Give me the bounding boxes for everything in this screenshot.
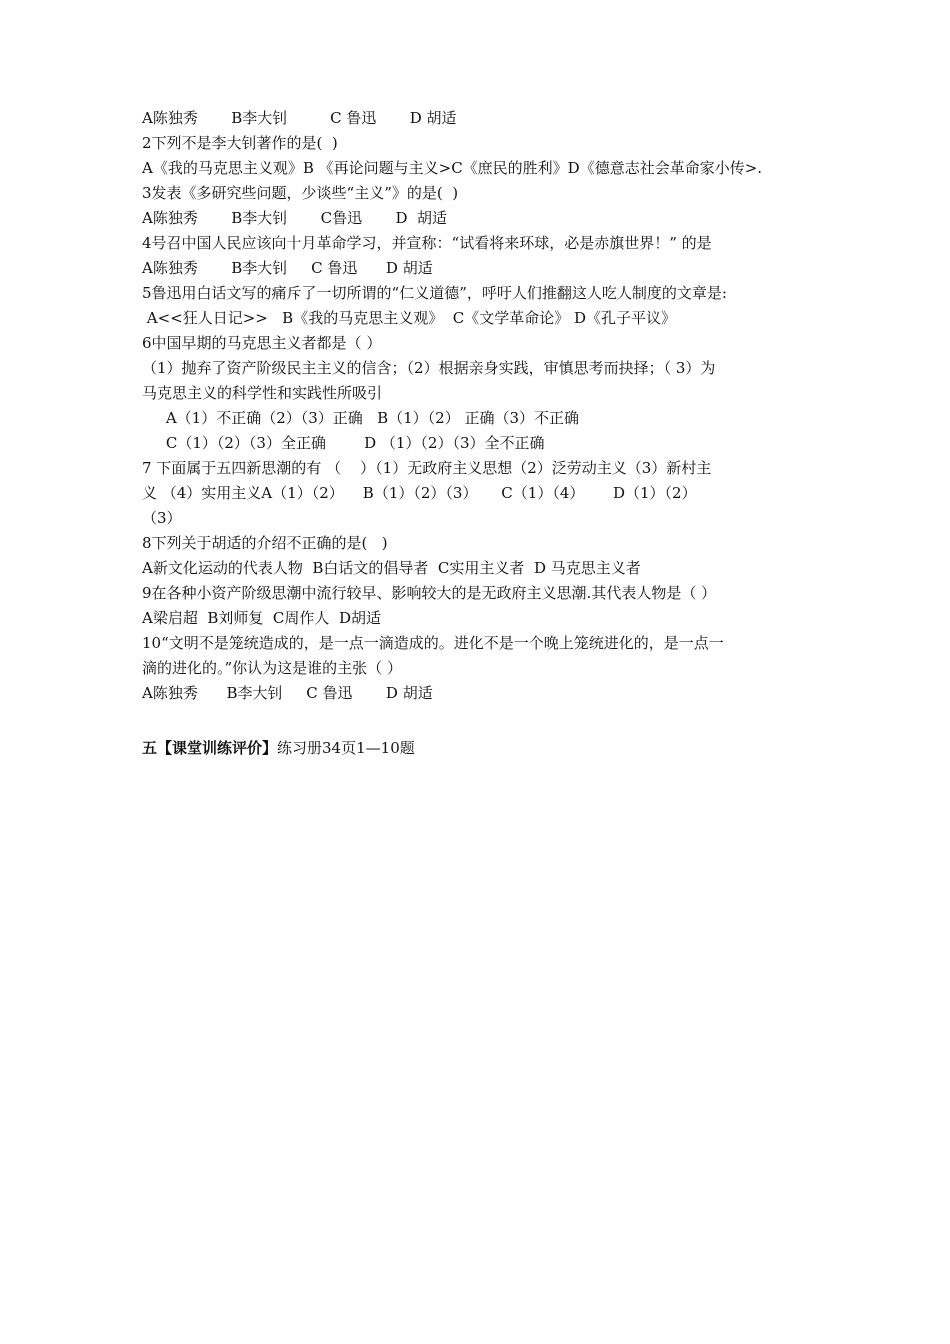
question-6: 6中国早期的马克思主义者都是（ ） — [142, 334, 382, 352]
q6-statements: （1）抛弃了资产阶级民主主义的信含；（2）根据亲身实践，审慎思考而抉择；（ 3）为 — [142, 359, 716, 377]
question-3: 3发表《多研究些问题，少谈些“主义”》的是( ) — [142, 184, 459, 202]
q7-options: 义 （4）实用主义A（1）（2） B（1）（2）（3） C（1）（4） D（1）（2） — [142, 484, 697, 502]
q2-options: A《我的马克思主义观》B 《再论问题与主义>C《庶民的胜利》D《德意志社会革命家小传>. — [142, 159, 763, 177]
question-10: 10“文明不是笼统造成的，是一点一滴造成的。进化不是一个晚上笼统进化的，是一点一 — [142, 634, 724, 652]
q6-statements-cont: 马克思主义的科学性和实践性所吸引 — [142, 384, 383, 402]
q1-options: A陈独秀 B李大钊 C 鲁迅 D 胡适 — [142, 109, 457, 127]
q6-options-cd: C（1）（2）（3）全正确 D （1）（2）（3）全不正确 — [142, 434, 545, 452]
q7-options-cont: （3） — [142, 509, 182, 527]
q4-options: A陈独秀 B李大钊 C 鲁迅 D 胡适 — [142, 259, 433, 277]
section-heading — [142, 738, 832, 758]
q8-options: A新文化运动的代表人物 B白话文的倡导者 C实用主义者 D 马克思主义者 — [142, 559, 641, 577]
question-5: 5鲁迅用白话文写的痛斥了一切所谓的“仁义道德”，呼吁人们推翻这人吃人制度的文章是: — [142, 284, 727, 302]
q10-options: A陈独秀 B李大钊 C 鲁迅 D 胡适 — [142, 684, 433, 702]
q3-options: A陈独秀 B李大钊 C鲁迅 D 胡适 — [142, 209, 448, 227]
question-7: 7 下面属于五四新思潮的有 （ ）（1）无政府主义思想（2）泛劳动主义（3）新村主 — [142, 459, 712, 477]
q5-options: A<<狂人日记>> B《我的马克思主义观》 C《文学革命论》 D《孔子平议》 — [142, 309, 677, 327]
question-8: 8下列关于胡适的介绍不正确的是( ) — [142, 534, 388, 552]
q9-options: A梁启超 B刘师复 C周作人 D胡适 — [142, 609, 381, 627]
question-10-cont: 滴的进化的。”你认为这是谁的主张（ ） — [142, 659, 402, 677]
question-4: 4号召中国人民应该向十月革命学习，并宣称：“试看将来环球，必是赤旗世界！” 的是 — [142, 234, 712, 252]
question-9: 9在各种小资产阶级思潮中流行较早、影响较大的是无政府主义思潮.其代表人物是（ ） — [142, 584, 717, 602]
q6-options-ab: A（1）不正确（2）（3）正确 B（1）（2） 正确（3）不正确 — [142, 409, 580, 427]
question-2: 2下列不是李大钊著作的是( ) — [142, 134, 338, 152]
section-heading-title: 五【课堂训练评价】 — [142, 739, 278, 757]
section-heading-detail: 练习册34页1—10题 — [277, 739, 415, 757]
